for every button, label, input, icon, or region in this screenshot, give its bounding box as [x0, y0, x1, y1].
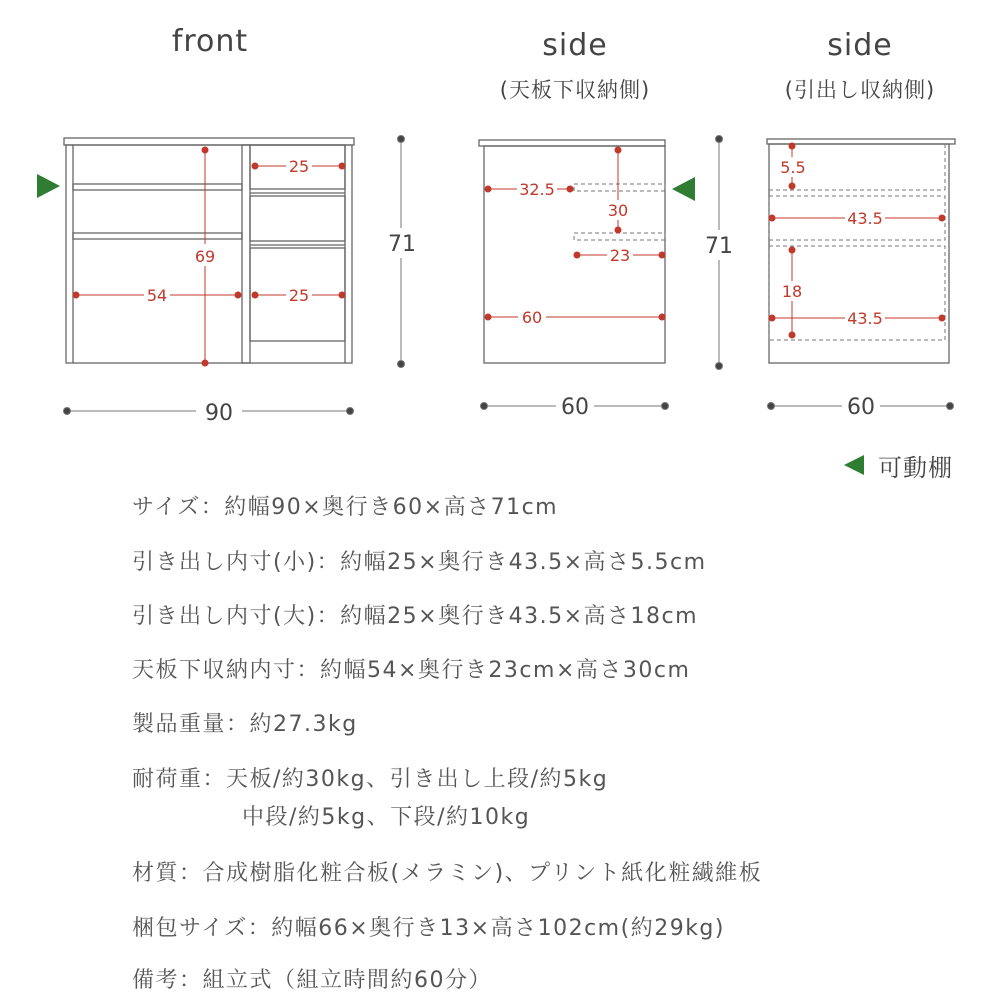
front-divider-panel — [242, 145, 250, 363]
storage-side-view-title: side — [542, 28, 608, 63]
legend-label: 可動棚 — [878, 453, 953, 482]
movable-shelf-legend-icon — [842, 453, 866, 477]
spec-material: 材質：合成樹脂化粧合板(メラミン)、プリント紙化粧繊維板 — [132, 861, 763, 886]
drawer-side-small-depth-label: 43.5 — [847, 209, 883, 228]
front-width-label: 90 — [205, 401, 233, 426]
drawer-side-view-title: side — [827, 28, 893, 63]
spec-under-top-storage: 天板下収納内寸：約幅54×奥行き23cm×高さ30cm — [132, 658, 691, 683]
front-storage-width-label: 54 — [146, 286, 168, 305]
spec-product-weight: 製品重量：約27.3kg — [132, 712, 358, 737]
spec-drawer-small: 引き出し内寸(小)：約幅25×奥行き43.5×高さ5.5cm — [132, 550, 707, 575]
storage-side-depth-label: 60 — [561, 395, 589, 420]
drawer-side-top-board — [767, 139, 955, 144]
front-height-label: 71 — [388, 232, 416, 257]
spec-size: サイズ：約幅90×奥行き60×高さ71cm — [132, 495, 559, 520]
drawer-side-view-subtitle: (引出し収納側) — [784, 78, 936, 102]
drawer-side-depth-label: 60 — [847, 395, 875, 420]
front-drawer-upper-width-label: 25 — [288, 157, 310, 176]
legend — [842, 447, 953, 483]
front-drawer-lower-width-label: 25 — [288, 286, 310, 305]
storage-side-offset-label: 32.5 — [519, 180, 555, 199]
storage-side-shelf-depth-label: 23 — [609, 246, 631, 265]
storage-side-shelf-height-label: 30 — [607, 201, 629, 220]
movable-shelf-marker-side — [672, 177, 695, 201]
spec-remarks: 備考：組立式（組立時間約60分） — [132, 968, 492, 993]
spec-drawer-large: 引き出し内寸(大)：約幅25×奥行き43.5×高さ18cm — [132, 604, 699, 629]
front-top-board — [64, 138, 354, 145]
dimension-diagram — [0, 0, 1000, 460]
front-view-title: front — [171, 24, 249, 59]
front-outer-dimensions — [64, 136, 405, 415]
drawer-side-large-depth-label: 43.5 — [847, 309, 883, 328]
storage-side-outer-dimensions — [481, 136, 723, 410]
drawer-side-small-height-label: 5.5 — [780, 158, 806, 177]
storage-side-height-label: 71 — [705, 234, 733, 259]
spec-load-capacity: 耐荷重：天板/約30kg、引き出し上段/約5kg — [132, 767, 609, 792]
storage-side-top-board — [479, 140, 665, 146]
front-shelf-upper — [73, 184, 242, 190]
spec-package-size: 梱包サイズ：約幅66×奥行き13×高さ102cm(約29kg) — [132, 916, 725, 941]
storage-side-view-subtitle: (天板下収納側) — [499, 78, 651, 102]
front-storage-height-label: 69 — [194, 247, 216, 266]
spec-load-capacity-continued: 中段/約5kg、下段/約10kg — [242, 805, 531, 830]
movable-shelf-marker-front — [37, 174, 60, 198]
front-shelf-lower — [73, 233, 242, 239]
drawer-side-large-height-label: 18 — [781, 282, 803, 301]
storage-side-drawing — [479, 140, 665, 363]
storage-side-inner-depth-label: 60 — [521, 308, 543, 327]
front-drawer-middle — [250, 196, 345, 241]
